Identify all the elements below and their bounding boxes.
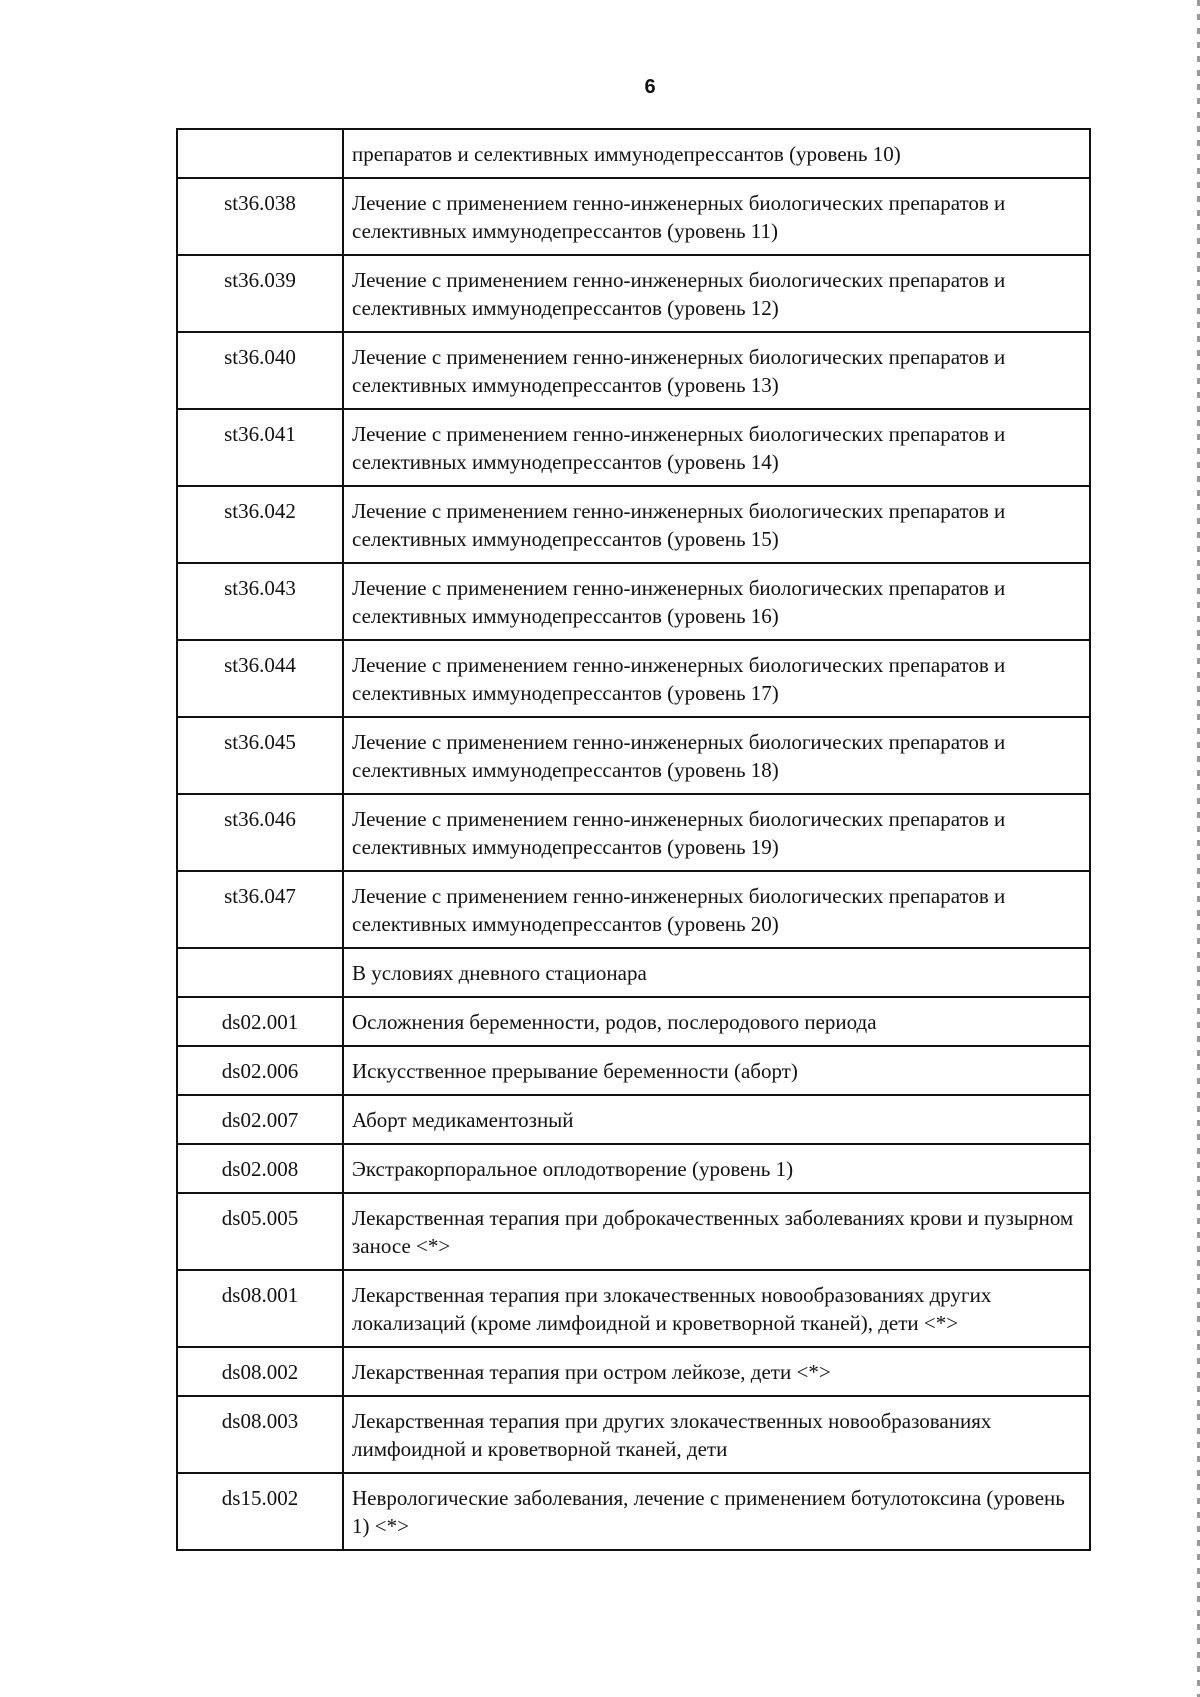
row-code: st36.045: [177, 717, 343, 794]
row-description: Искусственное прерывание беременности (аборт): [343, 1046, 1090, 1095]
row-description: Лечение с применением генно-инженерных биологических препаратов и селективных иммунодепрессантов (уровень 18): [343, 717, 1090, 794]
row-description: Лечение с применением генно-инженерных биологических препаратов и селективных иммунодепрессантов (уровень 20): [343, 871, 1090, 948]
row-description: Неврологические заболевания, лечение с применением ботулотоксина (уровень 1) <*>: [343, 1473, 1090, 1550]
row-description: Лечение с применением генно-инженерных биологических препаратов и селективных иммунодепрессантов (уровень 16): [343, 563, 1090, 640]
row-description: Лекарственная терапия при других злокачественных новообразованиях лимфоидной и кроветворной тканей, дети: [343, 1396, 1090, 1473]
row-code: ds08.001: [177, 1270, 343, 1347]
table-row: [177, 409, 1090, 486]
page-number: 6: [644, 76, 656, 98]
table-row: [177, 178, 1090, 255]
table-row: [177, 997, 1090, 1046]
section-title: В условиях дневного стационара: [343, 948, 1090, 997]
row-description: Лечение с применением генно-инженерных биологических препаратов и селективных иммунодепрессантов (уровень 19): [343, 794, 1090, 871]
row-code: st36.039: [177, 255, 343, 332]
row-code: st36.038: [177, 178, 343, 255]
row-code: ds05.005: [177, 1193, 343, 1270]
codes-table-body: [177, 129, 1090, 1550]
row-description: Лечение с применением генно-инженерных биологических препаратов и селективных иммунодепрессантов (уровень 12): [343, 255, 1090, 332]
row-code: ds08.003: [177, 1396, 343, 1473]
row-code: st36.041: [177, 409, 343, 486]
row-code: ds15.002: [177, 1473, 343, 1550]
table-row: [177, 332, 1090, 409]
row-description: Лечение с применением генно-инженерных биологических препаратов и селективных иммунодепрессантов (уровень 13): [343, 332, 1090, 409]
row-code: st36.044: [177, 640, 343, 717]
codes-table: [176, 128, 1091, 1551]
row-description: Лекарственная терапия при доброкачественных заболеваниях крови и пузырном заносе <*>: [343, 1193, 1090, 1270]
row-code: [177, 129, 343, 178]
table-row: [177, 129, 1090, 178]
table-row: [177, 640, 1090, 717]
row-code: ds08.002: [177, 1347, 343, 1396]
row-description: Экстракорпоральное оплодотворение (уровень 1): [343, 1144, 1090, 1193]
row-description: Лечение с применением генно-инженерных биологических препаратов и селективных иммунодепрессантов (уровень 17): [343, 640, 1090, 717]
table-row: [177, 1347, 1090, 1396]
row-description: Осложнения беременности, родов, послеродового периода: [343, 997, 1090, 1046]
row-description: Лекарственная терапия при остром лейкозе, дети <*>: [343, 1347, 1090, 1396]
table-row: [177, 1046, 1090, 1095]
row-code: ds02.008: [177, 1144, 343, 1193]
row-code: st36.040: [177, 332, 343, 409]
row-code: ds02.006: [177, 1046, 343, 1095]
table-row: [177, 1193, 1090, 1270]
table-row: [177, 1095, 1090, 1144]
row-description: препаратов и селективных иммунодепрессантов (уровень 10): [343, 129, 1090, 178]
row-description: Лекарственная терапия при злокачественных новообразованиях других локализаций (кроме лимфоидной и кроветворной тканей), дети <*>: [343, 1270, 1090, 1347]
table-row: [177, 1144, 1090, 1193]
row-code: [177, 948, 343, 997]
table-row: [177, 871, 1090, 948]
table-row: [177, 486, 1090, 563]
table-row: [177, 1473, 1090, 1550]
row-code: st36.043: [177, 563, 343, 640]
row-description: Лечение с применением генно-инженерных биологических препаратов и селективных иммунодепрессантов (уровень 15): [343, 486, 1090, 563]
table-row: [177, 717, 1090, 794]
table-row: [177, 255, 1090, 332]
table-row: [177, 1270, 1090, 1347]
row-description: Лечение с применением генно-инженерных биологических препаратов и селективных иммунодепрессантов (уровень 11): [343, 178, 1090, 255]
row-code: st36.046: [177, 794, 343, 871]
row-description: Лечение с применением генно-инженерных биологических препаратов и селективных иммунодепрессантов (уровень 14): [343, 409, 1090, 486]
row-code: st36.047: [177, 871, 343, 948]
row-code: ds02.007: [177, 1095, 343, 1144]
row-code: ds02.001: [177, 997, 343, 1046]
row-code: st36.042: [177, 486, 343, 563]
table-row: [177, 1396, 1090, 1473]
section-header-row: [177, 948, 1090, 997]
table-row: [177, 794, 1090, 871]
table-row: [177, 563, 1090, 640]
row-description: Аборт медикаментозный: [343, 1095, 1090, 1144]
